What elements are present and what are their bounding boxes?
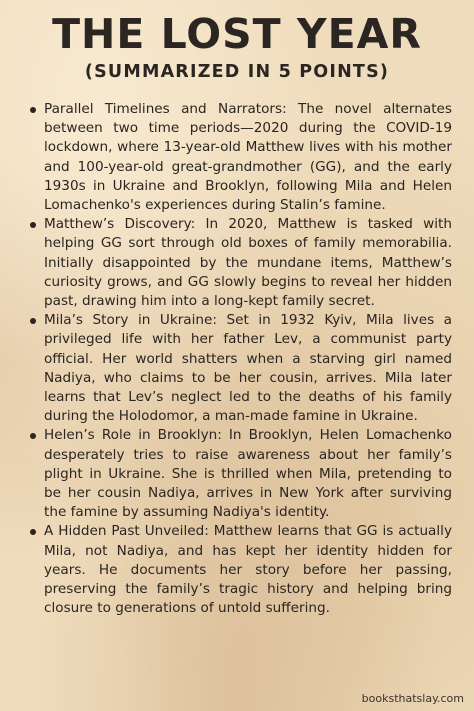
bullet-icon (30, 529, 36, 535)
bullet-icon (30, 222, 36, 228)
summary-point-text: Parallel Timelines and Narrators: The novel alternates between two time periods—2020 during the COVID-19 lockdown, where 13-year-old Matthew lives with his mother and 100-year-old great-grandmother (GG), and the early 1930s in Ukraine and Brooklyn, following Mila and Helen Lomachenko's experiences during Stalin’s famine. (44, 101, 452, 214)
summary-point-1 (28, 100, 452, 215)
summary-point-text: A Hidden Past Unveiled: Matthew learns that GG is actually Mila, not Nadiya, and has kept her identity hidden for years. He documents her story before her passing, preserving the family’s tragic history and helping bring closure to generations of untold suffering. (44, 523, 452, 617)
bullet-icon (30, 107, 36, 113)
page-title: THE LOST YEAR (52, 10, 422, 58)
summary-point-text: Helen’s Role in Brooklyn: In Brooklyn, Helen Lomachenko desperately tries to raise awareness about her family’s plight in Ukraine. She is thrilled when Mila, pretending to be her cousin Nadiya, arrives in New York after surviving the famine by assuming Nadiya's identity. (44, 427, 452, 521)
bullet-icon (30, 433, 36, 439)
summary-points-list (28, 100, 452, 618)
page-subtitle: (SUMMARIZED IN 5 POINTS) (84, 62, 390, 82)
summary-point-3 (28, 311, 452, 426)
site-credit: booksthatslay.com (361, 692, 464, 705)
bullet-icon (30, 318, 36, 324)
summary-point-2 (28, 215, 452, 311)
summary-point-text: Mila’s Story in Ukraine: Set in 1932 Kyiv, Mila lives a privileged life with her father Lev, a communist party official. Her world shatters when a starving girl named Nadiya, who claims to be her cousin, arrives. Mila later learns that Lev’s neglect led to the deaths of his family during the Holodomor, a man-made famine in Ukraine. (44, 312, 452, 425)
summary-point-5 (28, 522, 452, 618)
summary-point-text: Matthew’s Discovery: In 2020, Matthew is tasked with helping GG sort through old boxes of family memorabilia. Initially disappointed by the mundane items, Matthew’s curiosity grows, and GG slowly begins to reveal her hidden past, drawing him into a long-kept family secret. (44, 216, 452, 310)
summary-point-4 (28, 426, 452, 522)
